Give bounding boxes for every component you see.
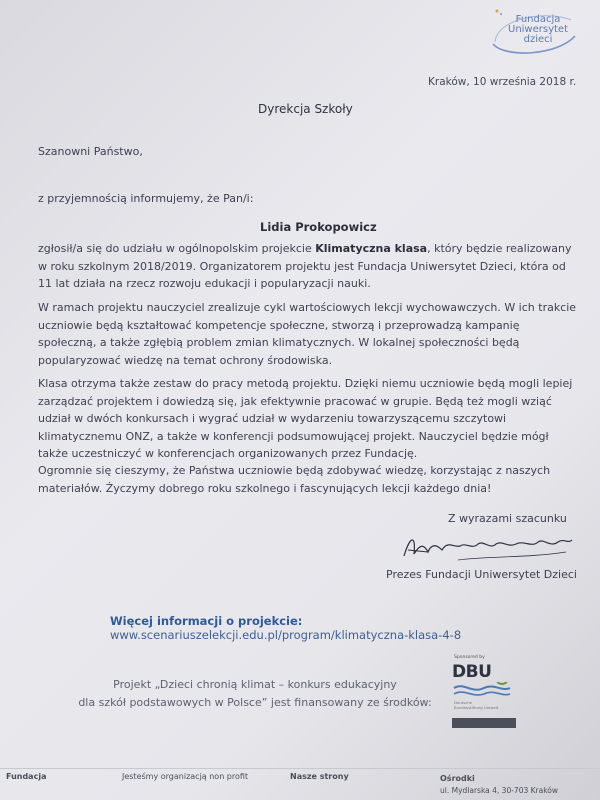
p1-text-after: , który będzie realizowany w roku szkolnym 2018/2019. Organizatorem projektu jest Fundacja Uniwersytet Dzieci, która od 11 lat działa na rzecz rozwoju edukacji i popularyzacji nauki. [38,242,572,291]
more-info [110,614,600,642]
funding-line-2: dla szkół podstawowych w Polsce” jest finansowany ze środków: [78,696,432,709]
paragraph-2: W ramach projektu nauczyciel zrealizuje cykl wartościowych lekcji wychowawczych. W ich trakcie uczniowie będą kształtować kompetencje społeczne, stworzą i przeprowadzą kampanię społeczną, a także zgłębią problem zmian klimatycznych. W lokalnej społeczności będą popularyzować wiedzę na temat ochrony środowiska. [38,301,577,367]
signature-icon [398,530,578,566]
foundation-logo [487,6,579,54]
closing: Z wyrazami szacunku [448,512,567,525]
intro-line: z przyjemnością informujemy, że Pan/i: [38,192,254,205]
dbu-bar [452,718,516,728]
funding-note [75,676,435,712]
footer [0,760,600,800]
paragraph-3: Klasa otrzyma także zestaw do pracy metodą projektu. Dzięki niemu uczniowie będą mogli lepiej zarządzać projektem i dowiedzą się, jak efektywnie pracować w grupie. Będą też mogli wziąć udział w dwóch konkursach i wygrać udział w wydarzeniu towarzyszącemu szczytowi klimatycznemu ONZ, a także w konferencji podsumowującej projekt. Nauczyciel będzie mógł także uczestniczyć w konferencjach organizowanych przez Fundację. [38,377,573,461]
dbu-fine-1: Deutsche [454,700,472,705]
footer-divider [0,768,600,769]
teacher-name: Lidia Prokopowicz [260,220,377,234]
dbu-fine-print [454,700,514,710]
dbu-fine-2: Bundesstiftung Umwelt [454,705,499,710]
footer-col-4: Ośrodki [440,774,475,783]
footer-address: ul. Mydlarska 4, 30-703 Kraków [440,786,559,795]
funding-line-1: Projekt „Dzieci chronią klimat – konkurs edukacyjny [113,678,397,691]
logo-line-3: dzieci [523,34,553,45]
p1-text-before: zgłosił/a się do udziału w ogólnopolskim projekcie [38,242,316,255]
footer-col-1: Fundacja [6,772,47,781]
project-link[interactable]: www.scenariuszelekcji.edu.pl/program/klimatyczna-klasa-4-8 [110,628,462,642]
more-info-label: Więcej informacji o projekcie: [110,614,303,628]
footer-col-3: Nasze strony [290,772,349,781]
paragraph-4: Ogromnie się cieszymy, że Państwa uczniowie będą zdobywać wiedzę, korzystając z naszych materiałów. Życzymy dobrego roku szkolnego i fascynujących lekcji każdego dnia! [38,464,551,495]
logo-line-1: Fundacja [515,14,561,25]
dbu-logo [452,652,517,732]
project-name: Klimatyczna klasa [315,242,428,255]
footer-col-2: Jesteśmy organizacją non profit [122,772,249,781]
logo-line-2: Uniwersytet [508,24,568,35]
dbu-wave-icon [452,682,516,698]
signer-title: Prezes Fundacji Uniwersytet Dzieci [386,568,577,581]
salutation: Szanowni Państwo, [38,145,143,158]
paragraph-1 [38,240,578,293]
dbu-wordmark: DBU [452,662,492,682]
dbu-sponsored-label: Sponsored by [454,655,485,660]
recipient: Dyrekcja Szkoły [258,102,353,116]
letter-date: Kraków, 10 września 2018 r. [428,76,577,88]
